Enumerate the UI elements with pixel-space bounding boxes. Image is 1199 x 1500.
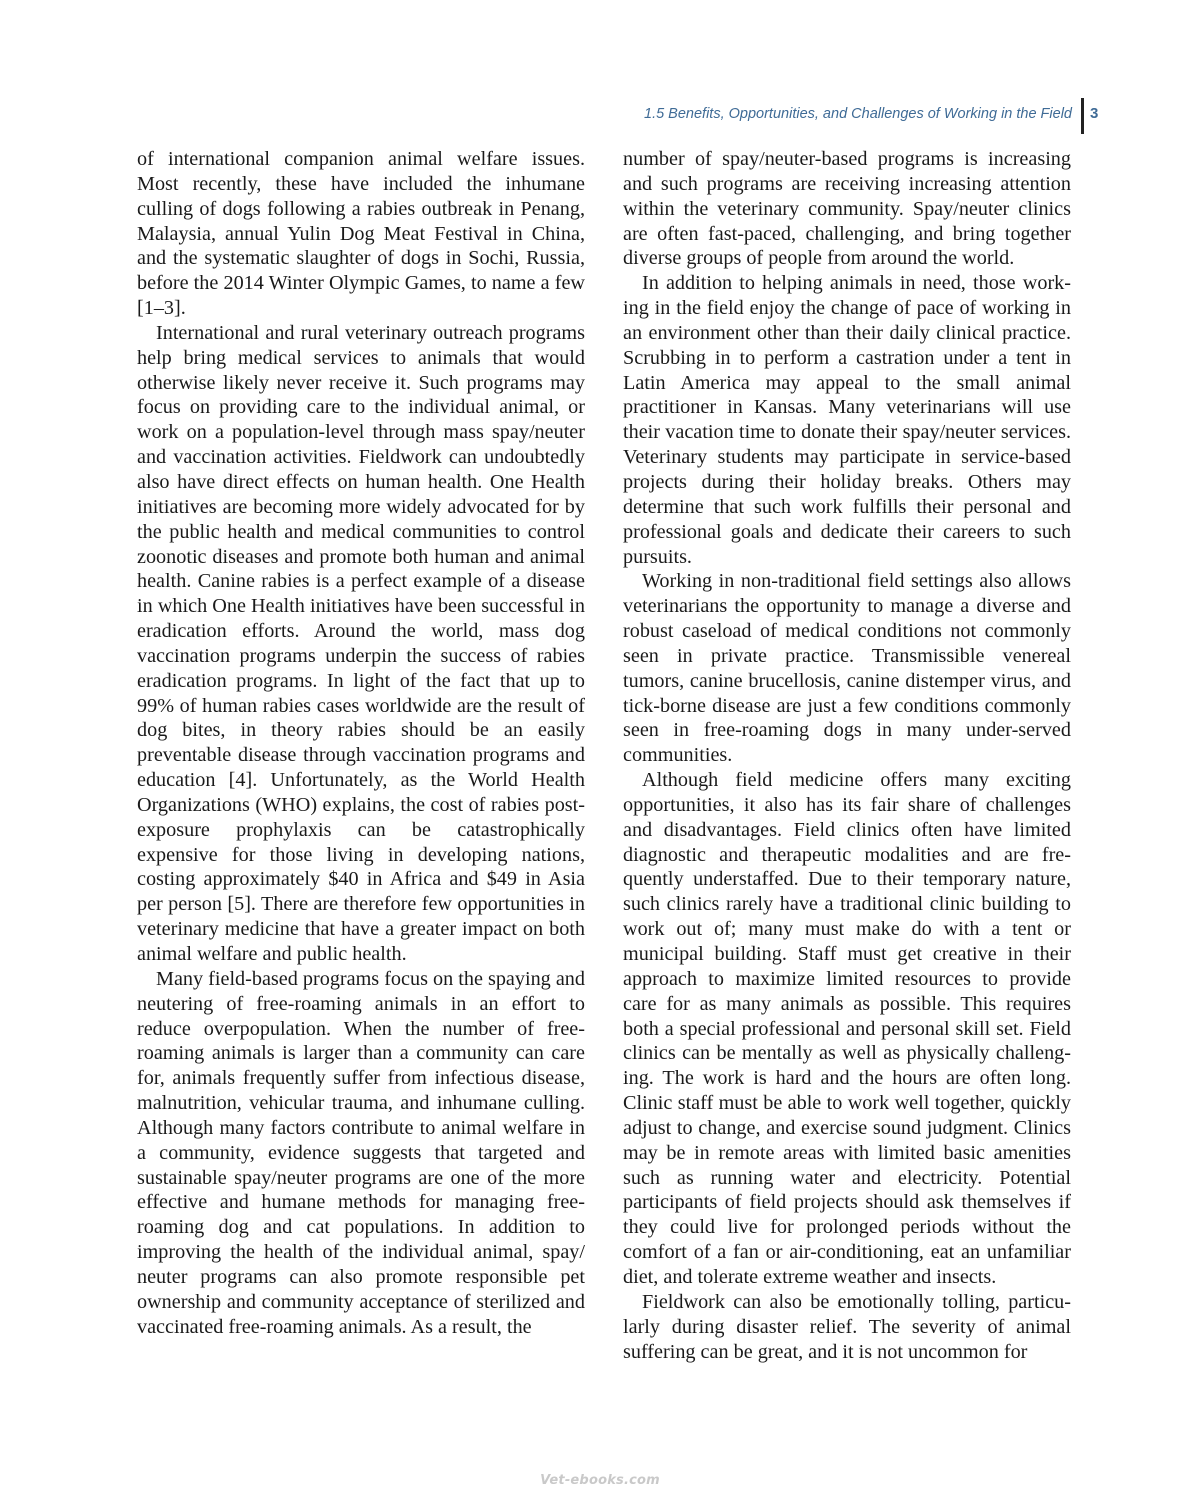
paragraph: number of spay/neuter-based programs is increasing and such programs are receiving increasing attention within the veterinary community. Spay/neuter clinics are often fast-paced, challenging, and bring together diverse groups of people from around the world. [623,148,1071,270]
running-head: 1.5 Benefits, Opportunities, and Challenges of Working in the Field [644,106,1072,122]
paragraph: Fieldwork can also be emotionally tolling, particularly during disaster relief. The severity of animal suffering can be great, and it is not uncommon for [623,1290,1071,1363]
paragraph: of international companion animal welfare issues. Most recently, these have included the inhumane culling of dogs following a rabies outbreak in Penang, Malaysia, annual Yulin Dog Meat Festival in China, and the systematic slaughter of dogs in Sochi, Russia, before the 2014 Winter Olympic Games, to name a few [1–3]. [137,148,585,320]
paragraph: In addition to helping animals in need, those working in the field enjoy the change of pace of working in an environment other than their daily clinical practice. Scrubbing in to perform a castration under a tent in Latin America may appeal to the small animal practitioner in Kansas. Many veterinarians will use their vacation time to donate their spay/neuter services. Veterinary students may participate in service-based projects during their holiday breaks. Others may determine that such work fulfills their personal and professional goals and dedicate their careers to such pursuits. [623,272,1071,568]
paragraph: Although field medicine offers many exciting opportunities, it also has its fair share of challenges and disadvantages. Field clinics often have limited diagnostic and therapeutic modalities and are frequently understaffed. Due to their temporary nature, such clinics rarely have a traditional clinic building to work out of; many must make do with a tent or municipal building. Staff must get creative in their approach to maximize limited resources to provide care for as many animals as possible. This requires both a special professional and personal skill set. Field clinics can be mentally as well as physically challenging. The work is hard and the hours are often long. Clinic staff must be able to work well together, quickly adjust to change, and exercise sound judgment. Clinics may be in remote areas with limited basic amenities such as running water and electricity. Potential participants of field projects should ask themselves if they could live for prolonged periods without the comfort of a fan or air-conditioning, eat an unfamiliar diet, and tolerate extreme weather and insects. [623,769,1071,1288]
page-number: 3 [1090,105,1099,122]
paragraph: Working in non-traditional field settings also allows veterinarians the opportunity to manage a diverse and robust caseload of medical conditions not commonly seen in private practice. Transmissible venereal tumors, canine brucellosis, canine distemper virus, and tick-borne disease are just a few conditions commonly seen in free-roaming dogs in many under-served communities. [623,570,1071,767]
watermark: Vet-ebooks.com [540,1473,660,1488]
paragraph: International and rural veterinary outreach programs help bring medical services to animals that would otherwise likely never receive it. Such programs may focus on providing care to the individual animal, or work on a population-level through mass spay/neuter and vaccination activities. Fieldwork can undoubtedly also have direct effects on human health. One Health initiatives are becoming more widely advocated for by the public health and medical communities to control zoonotic diseases and promote both human and animal health. Canine rabies is a perfect example of a disease in which One Health initiatives have been successful in eradication efforts. Around the world, mass dog vaccination programs underpin the success of rabies eradication programs. In light of the fact that up to 99% of human rabies cases worldwide are the result of dog bites, in theory rabies should be an easily preventable disease through vaccination programs and education [4]. Unfortunately, as the World Health Organizations (WHO) explains, the cost of rabies post-exposure prophylaxis can be catastrophically expensive for those living in developing nations, costing approximately $40 in Africa and $49 in Asia per person [5]. There are therefore few opportunities in veterinary medicine that have a greater impact on both animal welfare and public health. [137,321,585,965]
paragraph: Many field-based programs focus on the spaying and neutering of free-roaming animals in an effort to reduce overpopulation. When the number of free-roaming animals is larger than a community can care for, animals frequently suffer from infectious disease, malnutrition, vehicular trauma, and inhumane culling. Although many factors contribute to animal welfare in a community, evidence suggests that targeted and sustainable spay/neuter programs are one of the more effective and humane methods for managing free-roaming dog and cat populations. In addition to improving the health of the individual animal, spay/ neuter programs can also promote responsible pet ownership and community acceptance of sterilized and vaccinated free-roaming animals. As a result, the [137,967,585,1338]
running-head-rule [1081,98,1084,134]
right-column [623,147,1071,1364]
left-column [137,147,585,1340]
